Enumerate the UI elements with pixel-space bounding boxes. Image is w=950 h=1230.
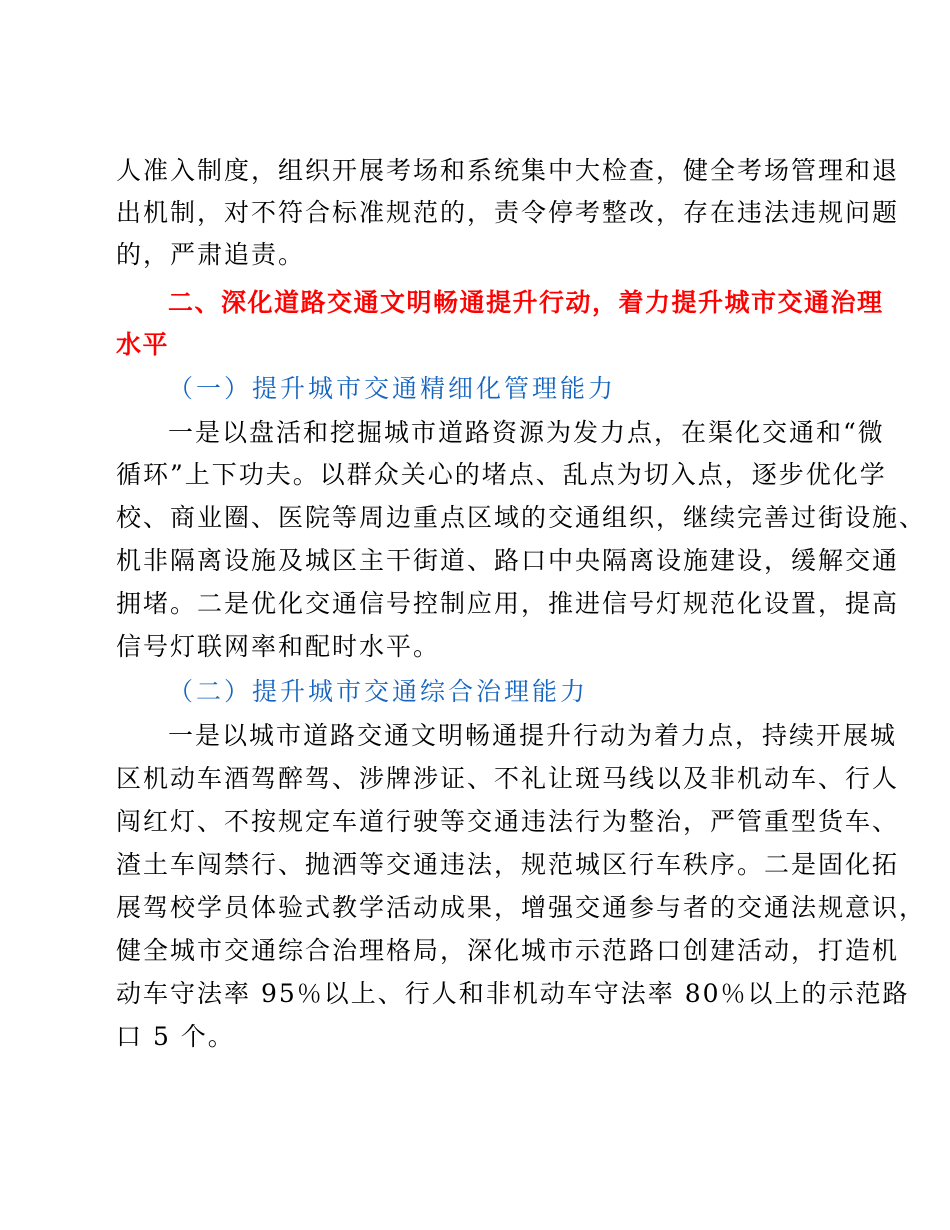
paragraph-line: 机非隔离设施及城区主干街道、路口中央隔离设施建设，缓解交通 (116, 546, 900, 575)
section-heading: 水平 (116, 330, 170, 359)
subsection-heading: （二）提升城市交通综合治理能力 (168, 677, 589, 706)
paragraph-line: 人准入制度，组织开展考场和系统集中大检查，健全考场管理和退 (116, 156, 900, 185)
paragraph-line: 出机制，对不符合标准规范的，责令停考整改，存在违法违规问题 (116, 198, 900, 227)
paragraph-line: 一是以城市道路交通文明畅通提升行动为着力点，持续开展城 (168, 721, 898, 750)
paragraph-line: 校、商业圈、医院等周边重点区域的交通组织，继续完善过街设施、 (116, 503, 927, 532)
paragraph-line: 渣土车闯禁行、抛洒等交通违法，规范城区行车秩序。二是固化拓 (116, 850, 900, 879)
subsection-heading: （一）提升城市交通精细化管理能力 (168, 374, 617, 403)
paragraph-line: 一是以盘活和挖掘城市道路资源为发力点，在渠化交通和“微 (168, 418, 885, 447)
paragraph-line: 展驾校学员体验式教学活动成果，增强交通参与者的交通法规意识， (116, 893, 927, 922)
paragraph-line: 健全城市交通综合治理格局，深化城市示范路口创建活动，打造机 (116, 936, 900, 965)
paragraph-line: 口 5 个。 (116, 1022, 235, 1051)
paragraph-line: 区机动车酒驾醉驾、涉牌涉证、不礼让斑马线以及非机动车、行人 (116, 764, 900, 793)
paragraph-line: 拥堵。二是优化交通信号控制应用，推进信号灯规范化设置，提高 (116, 589, 900, 618)
paragraph-line: 信号灯联网率和配时水平。 (116, 632, 441, 661)
paragraph-line: 闯红灯、不按规定车道行驶等交通违法行为整治，严管重型货车、 (116, 807, 900, 836)
paragraph-line: 动车守法率 95％以上、行人和非机动车守法率 80％以上的示范路 (116, 979, 910, 1008)
paragraph-line: 的，严肃追责。 (116, 240, 306, 269)
paragraph-line: 循环”上下功夫。以群众关心的堵点、乱点为切入点，逐步优化学 (116, 460, 887, 489)
section-heading: 二、深化道路交通文明畅通提升行动，着力提升城市交通治理 (168, 288, 884, 317)
